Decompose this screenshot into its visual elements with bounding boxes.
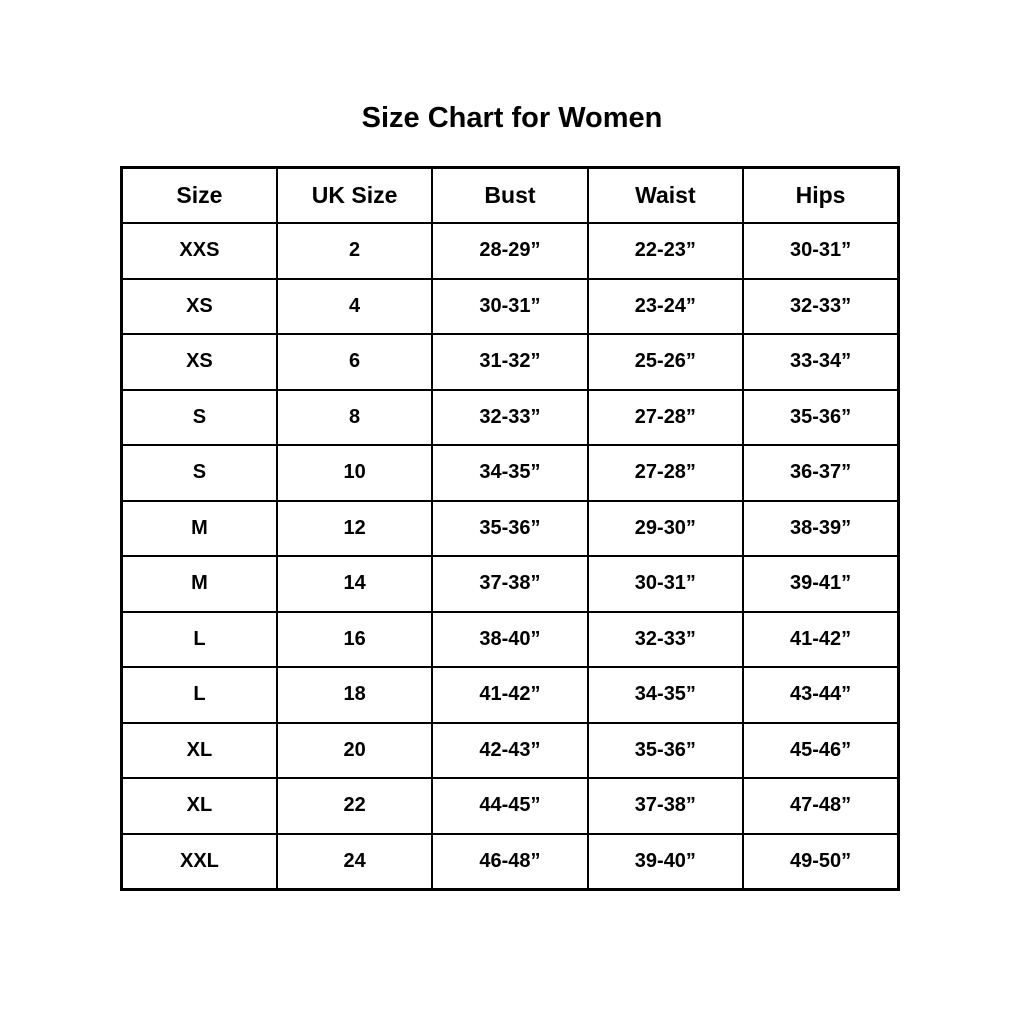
table-cell: S bbox=[122, 445, 277, 501]
table-cell: 49-50” bbox=[743, 834, 898, 890]
table-header bbox=[122, 168, 899, 224]
table-cell: 39-41” bbox=[743, 556, 898, 612]
column-header-size: Size bbox=[122, 168, 277, 224]
table-cell: 38-40” bbox=[432, 612, 587, 668]
table-cell: XXS bbox=[122, 223, 277, 279]
page-title: Size Chart for Women bbox=[361, 102, 663, 134]
table-cell: 33-34” bbox=[743, 334, 898, 390]
table-cell: 30-31” bbox=[743, 223, 898, 279]
table-row bbox=[122, 223, 899, 279]
table-cell: 43-44” bbox=[743, 667, 898, 723]
table-cell: 20 bbox=[277, 723, 432, 779]
table-cell: 37-38” bbox=[588, 778, 743, 834]
table-cell: 22 bbox=[277, 778, 432, 834]
table-cell: 34-35” bbox=[588, 667, 743, 723]
table-cell: 29-30” bbox=[588, 501, 743, 557]
table-row bbox=[122, 279, 899, 335]
table-cell: 28-29” bbox=[432, 223, 587, 279]
table-row bbox=[122, 390, 899, 446]
table-cell: 39-40” bbox=[588, 834, 743, 890]
table-cell: 27-28” bbox=[588, 390, 743, 446]
table-cell: 10 bbox=[277, 445, 432, 501]
table-cell: 8 bbox=[277, 390, 432, 446]
table-cell: 30-31” bbox=[588, 556, 743, 612]
column-header-uk-size: UK Size bbox=[277, 168, 432, 224]
table-cell: 35-36” bbox=[588, 723, 743, 779]
table-row bbox=[122, 723, 899, 779]
table-row bbox=[122, 334, 899, 390]
table-row bbox=[122, 556, 899, 612]
table-cell: 32-33” bbox=[743, 279, 898, 335]
table-cell: 41-42” bbox=[743, 612, 898, 668]
table-cell: 30-31” bbox=[432, 279, 587, 335]
table-cell: 47-48” bbox=[743, 778, 898, 834]
table-cell: XXL bbox=[122, 834, 277, 890]
table-cell: 32-33” bbox=[588, 612, 743, 668]
table-row bbox=[122, 778, 899, 834]
table-cell: 45-46” bbox=[743, 723, 898, 779]
table-cell: S bbox=[122, 390, 277, 446]
table-body bbox=[122, 223, 899, 890]
table-cell: 24 bbox=[277, 834, 432, 890]
table-cell: 4 bbox=[277, 279, 432, 335]
table-cell: 25-26” bbox=[588, 334, 743, 390]
size-chart-table bbox=[120, 166, 900, 891]
table-cell: 32-33” bbox=[432, 390, 587, 446]
table-cell: L bbox=[122, 667, 277, 723]
column-header-hips: Hips bbox=[743, 168, 898, 224]
table-cell: 37-38” bbox=[432, 556, 587, 612]
table-cell: 38-39” bbox=[743, 501, 898, 557]
table-cell: 23-24” bbox=[588, 279, 743, 335]
table-cell: 34-35” bbox=[432, 445, 587, 501]
table-cell: XS bbox=[122, 279, 277, 335]
table-row bbox=[122, 501, 899, 557]
table-cell: XS bbox=[122, 334, 277, 390]
table-cell: L bbox=[122, 612, 277, 668]
column-header-bust: Bust bbox=[432, 168, 587, 224]
column-header-waist: Waist bbox=[588, 168, 743, 224]
table-cell: 18 bbox=[277, 667, 432, 723]
table-cell: 41-42” bbox=[432, 667, 587, 723]
table-cell: 35-36” bbox=[432, 501, 587, 557]
table-cell: 46-48” bbox=[432, 834, 587, 890]
table-cell: 36-37” bbox=[743, 445, 898, 501]
table-cell: 44-45” bbox=[432, 778, 587, 834]
table-cell: 35-36” bbox=[743, 390, 898, 446]
table-cell: 12 bbox=[277, 501, 432, 557]
table-row bbox=[122, 445, 899, 501]
table-header-row bbox=[122, 168, 899, 224]
table-cell: M bbox=[122, 501, 277, 557]
table-cell: 6 bbox=[277, 334, 432, 390]
table-row bbox=[122, 834, 899, 890]
table-row bbox=[122, 612, 899, 668]
table-cell: 14 bbox=[277, 556, 432, 612]
table-cell: 27-28” bbox=[588, 445, 743, 501]
table-cell: 16 bbox=[277, 612, 432, 668]
table-cell: 31-32” bbox=[432, 334, 587, 390]
table-row bbox=[122, 667, 899, 723]
table-cell: XL bbox=[122, 723, 277, 779]
table-cell: 22-23” bbox=[588, 223, 743, 279]
table-cell: 2 bbox=[277, 223, 432, 279]
table-cell: M bbox=[122, 556, 277, 612]
table-cell: 42-43” bbox=[432, 723, 587, 779]
table-cell: XL bbox=[122, 778, 277, 834]
